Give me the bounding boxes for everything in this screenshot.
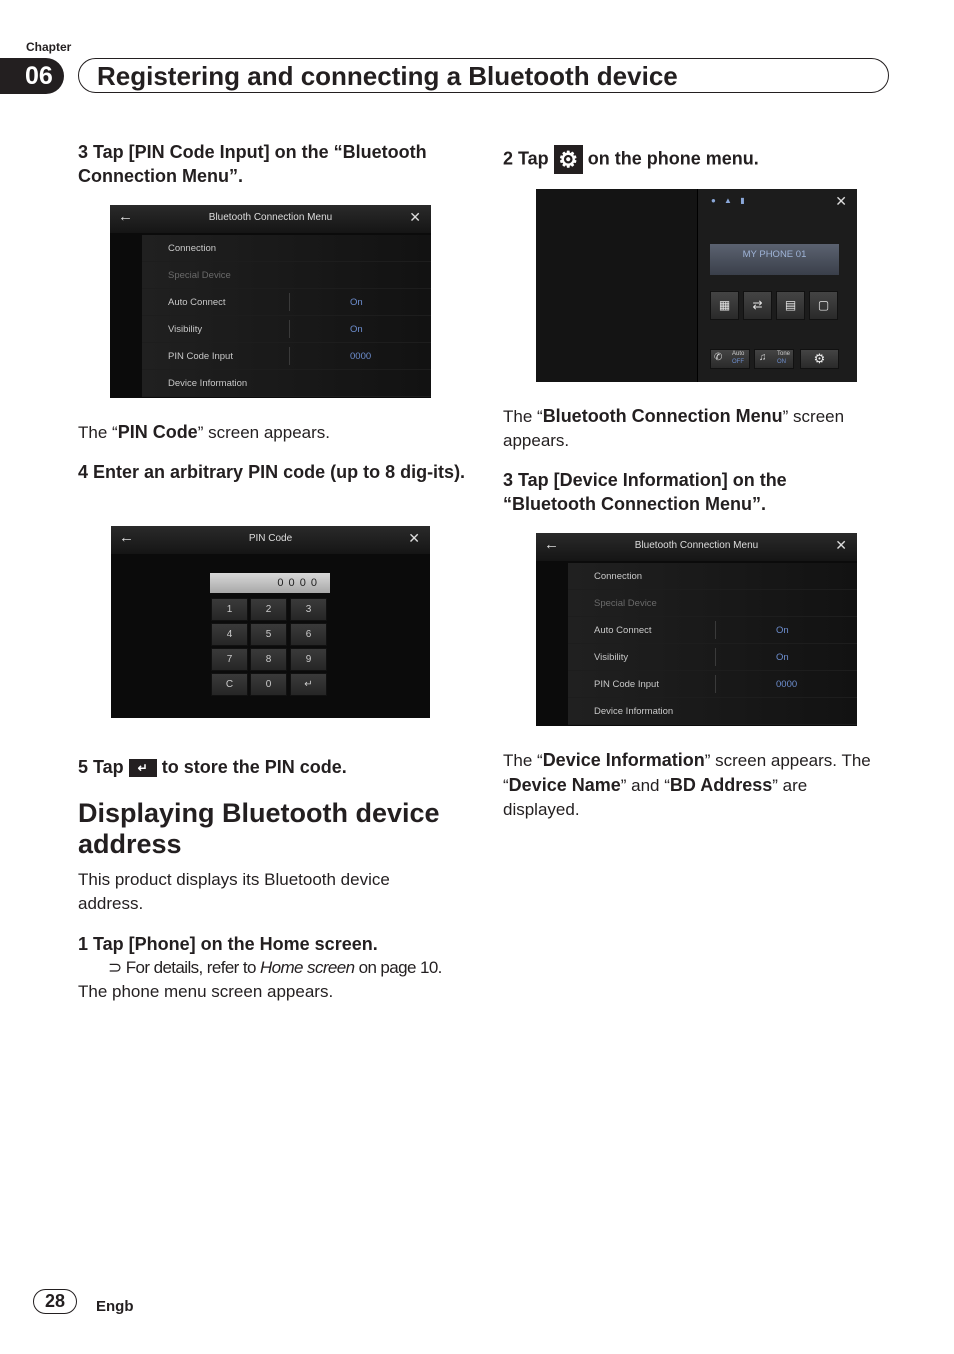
menu-row bbox=[568, 644, 857, 671]
menu-row bbox=[142, 316, 431, 343]
left-step1: 1 Tap [Phone] on the Home screen. bbox=[78, 934, 378, 954]
phone-menu-appears-text: The phone menu screen appears. bbox=[78, 982, 334, 1001]
bt-menu-screenshot-2 bbox=[536, 533, 857, 726]
back-arrow-icon: ← bbox=[118, 208, 133, 225]
auto-label: Auto bbox=[732, 351, 745, 357]
menu-row bbox=[142, 343, 431, 370]
history-icon: ▢ bbox=[809, 291, 838, 320]
keypad-key: 2 bbox=[250, 598, 287, 621]
phone-menu-screenshot bbox=[536, 189, 857, 382]
menu-row bbox=[568, 590, 857, 617]
row-label: Connection bbox=[594, 571, 643, 582]
step1-note: ⊃ For details, refer to Home screen on page 10. bbox=[108, 958, 442, 977]
menu-row bbox=[142, 262, 431, 289]
keypad-key: 0 bbox=[250, 673, 287, 696]
device-name-display: MY PHONE 01 bbox=[710, 244, 839, 275]
row-value: On bbox=[350, 297, 363, 308]
section-title: Displaying Bluetooth device address bbox=[78, 798, 440, 859]
keypad-key: 8 bbox=[250, 648, 287, 671]
screen-title-bar bbox=[111, 526, 430, 554]
screen-title: Bluetooth Connection Menu bbox=[208, 212, 333, 223]
keypad-key: 5 bbox=[250, 623, 287, 646]
close-icon: ✕ bbox=[409, 209, 421, 225]
keypad-key: 9 bbox=[290, 648, 327, 671]
row-value: 0000 bbox=[776, 679, 798, 690]
chapter-number: 06 bbox=[0, 58, 64, 94]
row-label: PIN Code Input bbox=[594, 679, 659, 690]
gear-icon: ⚙ bbox=[800, 349, 839, 369]
bt-menu-screenshot-1 bbox=[110, 205, 431, 398]
left-step5: 5 Tap ↵ to store the PIN code. bbox=[78, 757, 347, 777]
keypad-key: 3 bbox=[290, 598, 327, 621]
status-icons: ● ▲ ▮ bbox=[711, 196, 748, 205]
bell-icon: ♫ bbox=[759, 352, 767, 363]
chapter-label: Chapter bbox=[26, 40, 72, 54]
device-info-appears-text: The “Device Information” screen appears. The “Device Name” and “BD Address” are displayed. bbox=[503, 750, 871, 819]
menu-row bbox=[568, 563, 857, 590]
left-step4: 4 Enter an arbitrary PIN code (up to 8 dig-its). bbox=[78, 462, 466, 482]
tone-value: ON bbox=[777, 359, 786, 365]
auto-value: OFF bbox=[732, 359, 744, 365]
chapter-title: Registering and connecting a Bluetooth device bbox=[97, 61, 678, 91]
pin-screen-appears-text: The “PIN Code” screen appears. bbox=[78, 422, 330, 442]
ring-tone-button bbox=[754, 349, 794, 369]
close-icon: ✕ bbox=[408, 530, 420, 546]
screen-title: PIN Code bbox=[248, 533, 293, 544]
bt-menu-appears-text: The “Bluetooth Connection Menu” screen appears. bbox=[503, 406, 845, 450]
row-label: Special Device bbox=[168, 270, 231, 281]
phone-icon: ✆ bbox=[714, 352, 723, 363]
menu-row bbox=[142, 289, 431, 316]
page-number: 28 bbox=[33, 1289, 77, 1314]
keypad-key: 4 bbox=[211, 623, 248, 646]
row-label: Connection bbox=[168, 243, 217, 254]
row-label: Visibility bbox=[594, 652, 629, 663]
phonebook-icon: ▤ bbox=[776, 291, 805, 320]
auto-answer-button bbox=[710, 349, 750, 369]
menu-row bbox=[568, 671, 857, 698]
language-code: Engb bbox=[96, 1298, 134, 1315]
row-value: On bbox=[776, 625, 789, 636]
right-step2: 2 Tap ⚙ on the phone menu. bbox=[503, 147, 759, 172]
chapter-title-box bbox=[78, 58, 889, 93]
gear-icon: ⚙ bbox=[554, 145, 583, 174]
row-value: On bbox=[350, 324, 363, 335]
row-label: Device Information bbox=[594, 706, 674, 717]
row-value: 0000 bbox=[350, 351, 372, 362]
call-transfer-icon: ⇄ bbox=[743, 291, 772, 320]
left-step3: 3 Tap [PIN Code Input] on the “Bluetooth Connection Menu”. bbox=[78, 142, 427, 186]
row-label: Special Device bbox=[594, 598, 657, 609]
screen-title-bar bbox=[536, 533, 857, 561]
close-icon: ✕ bbox=[835, 193, 847, 209]
right-step3: 3 Tap [Device Information] on the “Bluetooth Connection Menu”. bbox=[503, 470, 787, 514]
row-label: Auto Connect bbox=[594, 625, 652, 636]
row-label: PIN Code Input bbox=[168, 351, 233, 362]
keypad-icon: ▦ bbox=[710, 291, 739, 320]
back-arrow-icon: ← bbox=[119, 529, 134, 546]
screen-title: Bluetooth Connection Menu bbox=[634, 540, 759, 551]
menu-row bbox=[568, 698, 857, 725]
keypad-key: 6 bbox=[290, 623, 327, 646]
row-label: Device Information bbox=[168, 378, 248, 389]
pin-display: 0 0 0 0 bbox=[210, 573, 330, 593]
close-icon: ✕ bbox=[835, 537, 847, 553]
back-arrow-icon: ← bbox=[544, 536, 559, 553]
menu-row bbox=[142, 235, 431, 262]
enter-key-icon: ↵ bbox=[290, 673, 327, 696]
row-value: On bbox=[776, 652, 789, 663]
menu-row bbox=[568, 617, 857, 644]
tone-label: Tone bbox=[777, 351, 791, 357]
screen-title-bar bbox=[110, 205, 431, 233]
row-label: Auto Connect bbox=[168, 297, 226, 308]
keypad-key: C bbox=[211, 673, 248, 696]
enter-icon: ↵ bbox=[129, 759, 157, 777]
section-intro: This product displays its Bluetooth device address. bbox=[78, 870, 390, 913]
row-label: Visibility bbox=[168, 324, 203, 335]
keypad-key: 7 bbox=[211, 648, 248, 671]
keypad-key: 1 bbox=[211, 598, 248, 621]
menu-row bbox=[142, 370, 431, 397]
pin-code-screenshot bbox=[111, 526, 430, 718]
